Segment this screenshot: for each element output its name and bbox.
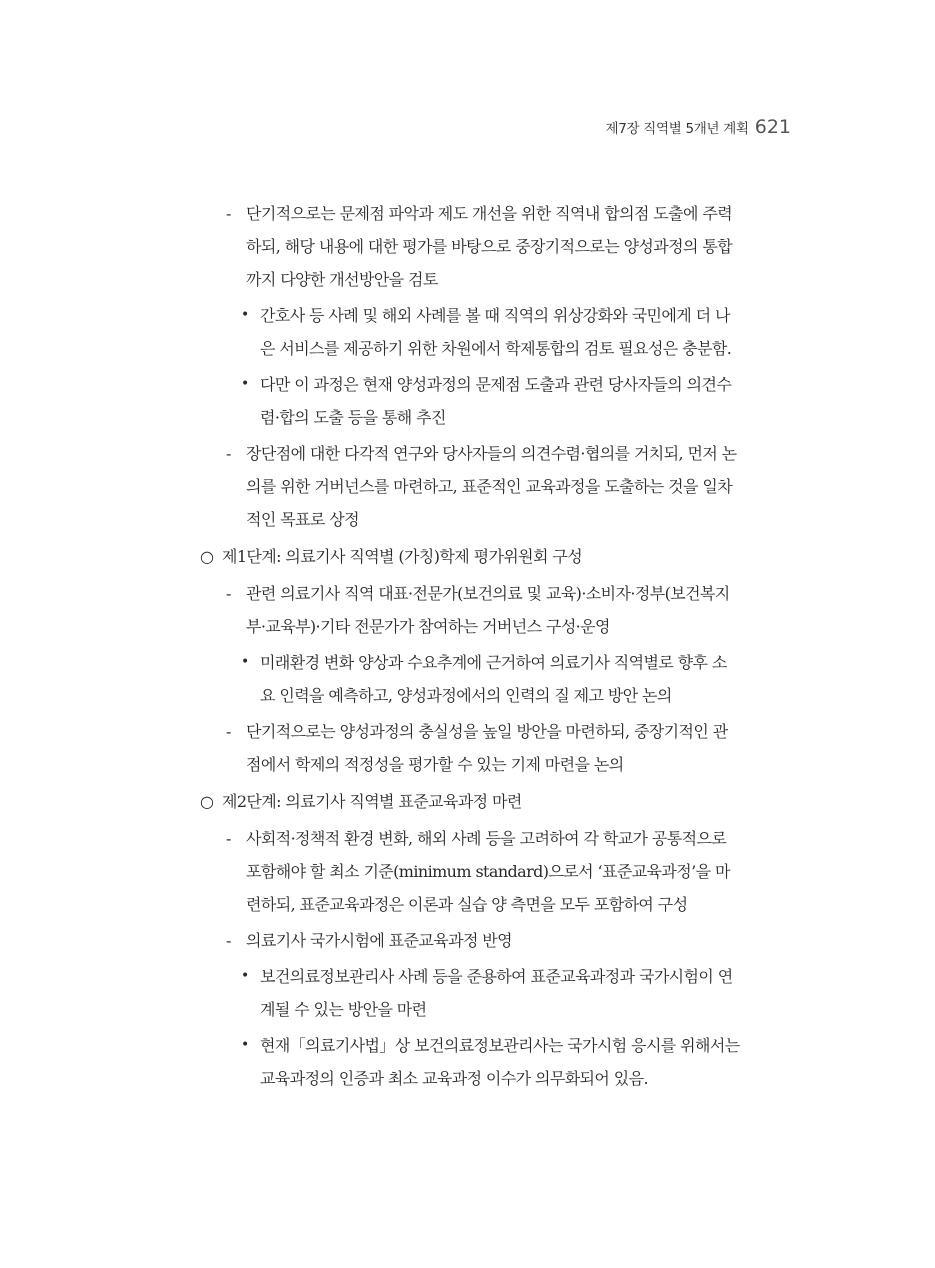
bullet-item xyxy=(200,960,792,1026)
bullet-marker: • xyxy=(241,654,249,670)
text-line: 현재「의료기사법」상 보건의료정보관리사는 국가시험 응시를 위해서는 xyxy=(260,1036,740,1055)
dash-marker: - xyxy=(226,204,231,223)
dash-item xyxy=(200,197,792,296)
dash-item xyxy=(200,822,792,921)
bullet-marker: • xyxy=(241,1037,249,1053)
text-line: 사회적·정책적 환경 변화, 해외 사례 등을 고려하여 각 학교가 공통적으로 xyxy=(246,829,727,848)
text-line: 계될 수 있는 방안을 마련 xyxy=(260,1000,427,1019)
section-heading xyxy=(200,785,792,818)
text-line: 간호사 등 사례 및 해외 사례를 볼 때 직역의 위상강화와 국민에게 더 나 xyxy=(260,306,730,325)
bullet-marker: • xyxy=(241,376,249,392)
text-line: 부·교육부)·기타 전문가가 참여하는 거버넌스 구성·운영 xyxy=(246,617,610,636)
text-line: 련하되, 표준교육과정은 이론과 실습 양 측면을 모두 포함하여 구성 xyxy=(246,895,688,914)
text-line: 관련 의료기사 직역 대표·전문가(보건의료 및 교육)·소비자·정부(보건복지 xyxy=(246,584,730,603)
dash-item xyxy=(200,715,792,781)
bullet-marker: • xyxy=(241,307,249,323)
dash-marker: - xyxy=(226,829,231,848)
text-line: 단기적으로는 문제점 파악과 제도 개선을 위한 직역내 합의점 도출에 주력 xyxy=(246,204,733,223)
text-line: 교육과정의 인증과 최소 교육과정 이수가 의무화되어 있음. xyxy=(260,1069,648,1088)
text-line: 미래환경 변화 양상과 수요추계에 근거하여 의료기사 직역별로 향후 소 xyxy=(260,653,727,672)
circle-marker: ○ xyxy=(200,547,214,566)
bullet-marker: • xyxy=(241,968,249,984)
dash-item xyxy=(200,577,792,643)
dash-marker: - xyxy=(226,444,231,463)
circle-marker: ○ xyxy=(200,792,214,811)
bullet-item xyxy=(200,368,792,434)
bullet-item xyxy=(200,1029,792,1095)
bullet-item xyxy=(200,646,792,712)
text-line: 하되, 해당 내용에 대한 평가를 바탕으로 중장기적으로는 양성과정의 통합 xyxy=(246,237,733,256)
body-text xyxy=(200,197,792,1098)
text-line: 적인 목표로 상정 xyxy=(246,510,359,529)
text-line: 의를 위한 거버넌스를 마련하고, 표준적인 교육과정을 도출하는 것을 일차 xyxy=(246,477,733,496)
text-line: 요 인력을 예측하고, 양성과정에서의 인력의 질 제고 방안 논의 xyxy=(260,686,672,705)
text-line: 장단점에 대한 다각적 연구와 당사자들의 의견수렴·협의를 거치되, 먼저 논 xyxy=(246,444,737,463)
text-line: 까지 다양한 개선방안을 검토 xyxy=(246,270,438,289)
chapter-title: 제7장 직역별 5개년 계획 xyxy=(605,121,749,137)
text-line: 제2단계: 의료기사 직역별 표준교육과정 마련 xyxy=(222,792,522,811)
text-line: 다만 이 과정은 현재 양성과정의 문제점 도출과 관련 당사자들의 의견수 xyxy=(260,375,732,394)
text-line: 점에서 학제의 적정성을 평가할 수 있는 기제 마련을 논의 xyxy=(246,755,624,774)
text-line: 은 서비스를 제공하기 위한 차원에서 학제통합의 검토 필요성은 충분함. xyxy=(260,339,732,358)
dash-marker: - xyxy=(226,584,231,603)
text-line: 포함해야 할 최소 기준(minimum standard)으로서 ‘표준교육과정’을 마 xyxy=(246,862,730,881)
dash-marker: - xyxy=(226,722,231,741)
dash-item xyxy=(200,924,792,957)
section-heading xyxy=(200,540,792,573)
dash-item xyxy=(200,437,792,536)
bullet-item xyxy=(200,299,792,365)
running-header xyxy=(606,116,792,138)
text-line: 렴·합의 도출 등을 통해 추진 xyxy=(260,408,446,427)
text-line: 제1단계: 의료기사 직역별 (가칭)학제 평가위원회 구성 xyxy=(222,547,583,566)
dash-marker: - xyxy=(226,931,231,950)
page-number: 621 xyxy=(754,116,791,138)
text-line: 단기적으로는 양성과정의 충실성을 높일 방안을 마련하되, 중장기적인 관 xyxy=(246,722,728,741)
text-line: 의료기사 국가시험에 표준교육과정 반영 xyxy=(246,931,513,950)
text-line: 보건의료정보관리사 사례 등을 준용하여 표준교육과정과 국가시험이 연 xyxy=(260,967,733,986)
